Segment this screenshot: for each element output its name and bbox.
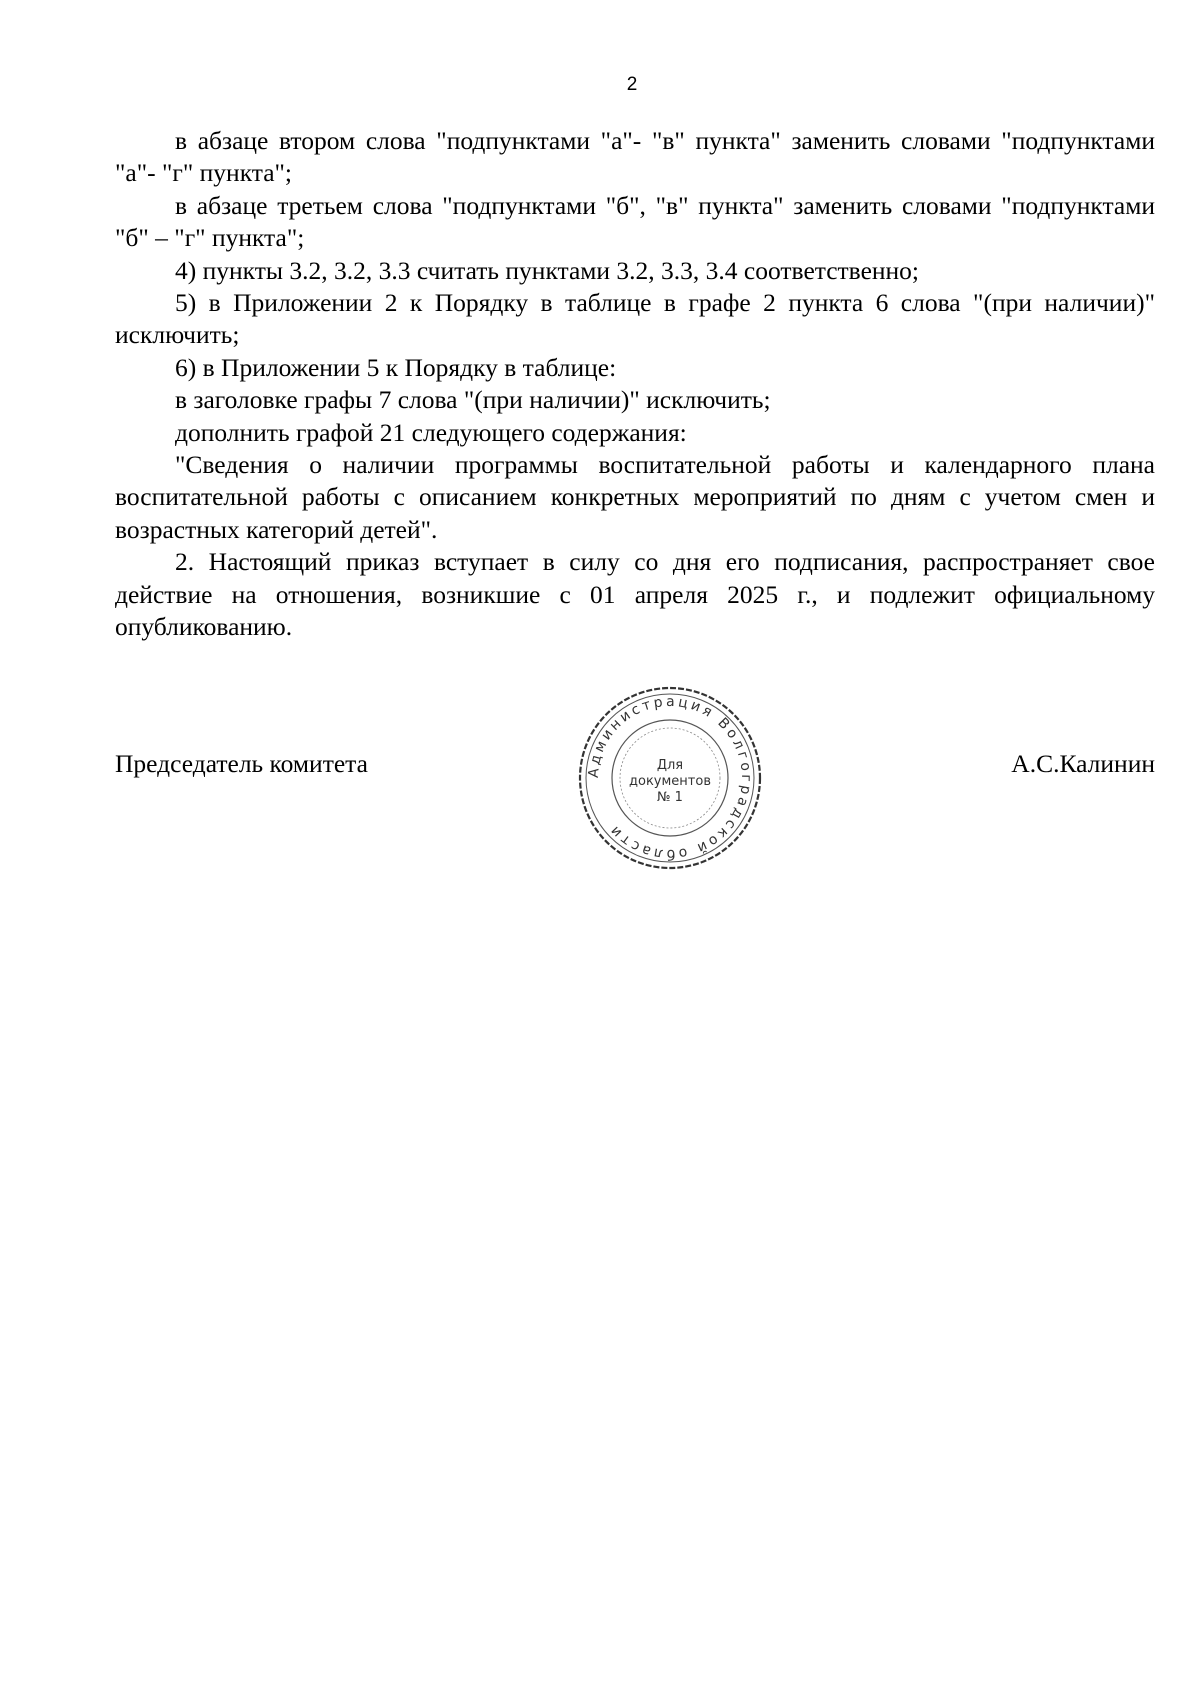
official-stamp <box>577 685 763 871</box>
svg-text:№ 1: № 1 <box>657 790 683 805</box>
svg-text:документов: документов <box>629 774 711 789</box>
paragraph: в заголовке графы 7 слова "(при наличии)" исключить; <box>175 385 771 415</box>
paragraph: в абзаце третьем слова "подпунктами "б", "в" пункта" заменить словами "подпунктами "б" – "г" пункта"; <box>115 190 1155 253</box>
svg-text:Для: Для <box>656 758 684 773</box>
page-number: 2 <box>626 74 638 95</box>
paragraph: 6) в Приложении 5 к Порядку в таблице: <box>175 352 617 382</box>
paragraph: дополнить графой 21 следующего содержания: <box>175 417 687 447</box>
signer-name: А.С.Калинин <box>1011 749 1155 778</box>
svg-text:Администрация Волгоградской об: Администрация Волгоградской области <box>585 693 755 863</box>
paragraph: в абзаце втором слова "подпунктами "а"- "в" пункта" заменить словами "подпунктами "а"- "г" пункта"; <box>115 126 1155 188</box>
signer-position: Председатель комитета <box>115 749 368 778</box>
paragraph: 2. Настоящий приказ вступает в силу со дня его подписания, распространяет свое действие на отношения, возникшие с 01 апреля 2025 г., и подлежит официальному опубликованию. <box>115 547 1155 642</box>
paragraph: "Сведения о наличии программы воспитательной работы и календарного плана воспитательной работы с описанием конкретных мероприятий по дням с учетом смен и возрастных категорий детей". <box>115 450 1155 544</box>
paragraph: 4) пункты 3.2, 3.2, 3.3 считать пунктами 3.2, 3.3, 3.4 соответственно; <box>175 255 920 285</box>
paragraph: 5) в Приложении 2 к Порядку в таблице в графе 2 пункта 6 слова "(при наличии)" исключить; <box>115 288 1155 350</box>
document-body <box>115 125 1155 644</box>
